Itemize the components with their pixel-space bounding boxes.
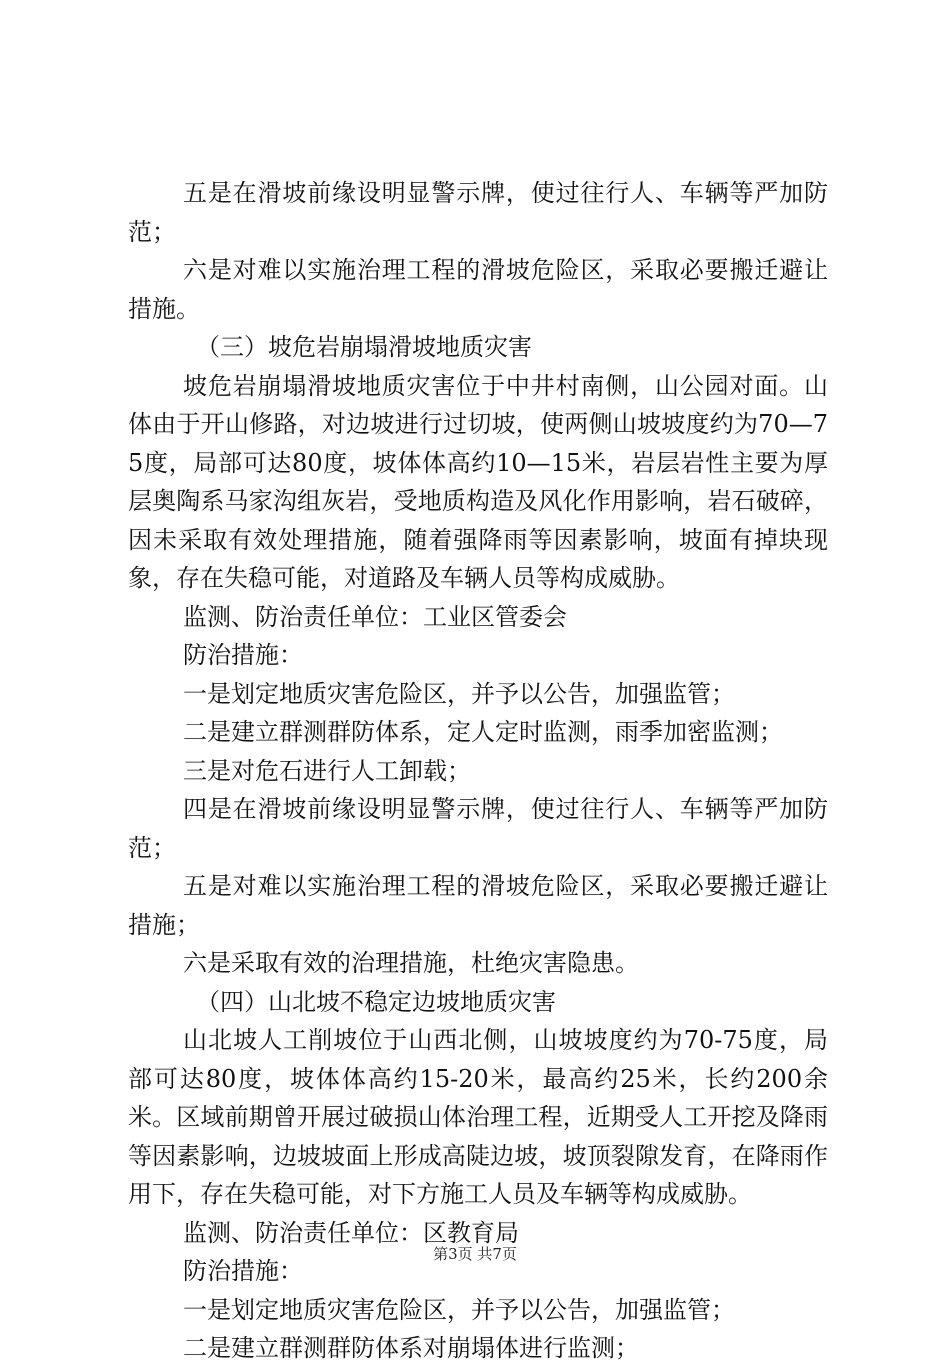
paragraph-measure-6: 六是对难以实施治理工程的滑坡危险区，采取必要搬迁避让措施。 <box>128 256 828 323</box>
paragraph-measure-4-2: 二是建立群测群防体系对崩塌体进行监测； <box>183 1334 639 1362</box>
paragraph-measure-5: 五是在滑坡前缘设明显警示牌，使过往行人、车辆等严加防范； <box>128 179 828 246</box>
section-heading-4: （四）山北坡不稳定边坡地质灾害 <box>196 987 556 1016</box>
paragraph-measure-4-1: 一是划定地质灾害危险区，并予以公告，加强监管； <box>183 1295 735 1324</box>
paragraph-measures-label-3: 防治措施： <box>183 641 303 669</box>
section-heading-3: （三）坡危岩崩塌滑坡地质灾害 <box>196 333 532 361</box>
paragraph-measure-3-6: 六是采取有效的治理措施，杜绝灾害隐患。 <box>183 949 639 977</box>
paragraph-measure-3-4: 四是在滑坡前缘设明显警示牌，使过往行人、车辆等严加防范； <box>128 795 828 862</box>
paragraph-measure-3-1: 一是划定地质灾害危险区，并予以公告，加强监管； <box>183 679 735 708</box>
paragraph-description-3: 坡危岩崩塌滑坡地质灾害位于中井村南侧，山公园对面。山体由于开山修路，对边坡进行过切坡，使两侧山坡坡度约为70—75度，局部可达80度，坡体体高约10—15米，岩层岩性主要为厚层奥陶系马家沟组灰岩，受地质构造及风化作用影响，岩石破碎，因未采取有效处理措施，随着强降雨等因素影响，坡面有掉块现象，存在失稳可能，对道路及车辆人员等构成威胁。 <box>128 371 828 592</box>
paragraph-responsible-unit-3: 监测、防治责任单位：工业区管委会 <box>183 602 567 631</box>
paragraph-description-4: 山北坡人工削坡位于山西北侧，山坡坡度约为70-75度，局部可达80度，坡体体高约15-20米，最高约25米，长约200余米。区域前期曾开展过破损山体治理工程，近期受人工开挖及降雨等因素影响，边坡坡面上形成高陡边坡，坡顶裂隙发育，在降雨作用下，存在失稳可能，对下方施工人员及车辆等构成威胁。 <box>128 1026 828 1208</box>
paragraph-measure-3-5: 五是对难以实施治理工程的滑坡危险区，采取必要搬迁避让措施； <box>128 872 828 939</box>
paragraph-responsible-unit-4: 监测、防治责任单位：区教育局 <box>183 1218 519 1247</box>
page-footer: 第3页 共7页 <box>433 1245 517 1263</box>
paragraph-measure-3-3: 三是对危石进行人工卸载； <box>183 756 471 785</box>
paragraph-measures-label-4: 防治措施： <box>183 1257 303 1285</box>
paragraph-measure-3-2: 二是建立群测群防体系，定人定时监测，雨季加密监测； <box>183 718 783 746</box>
document-body <box>128 174 828 1368</box>
